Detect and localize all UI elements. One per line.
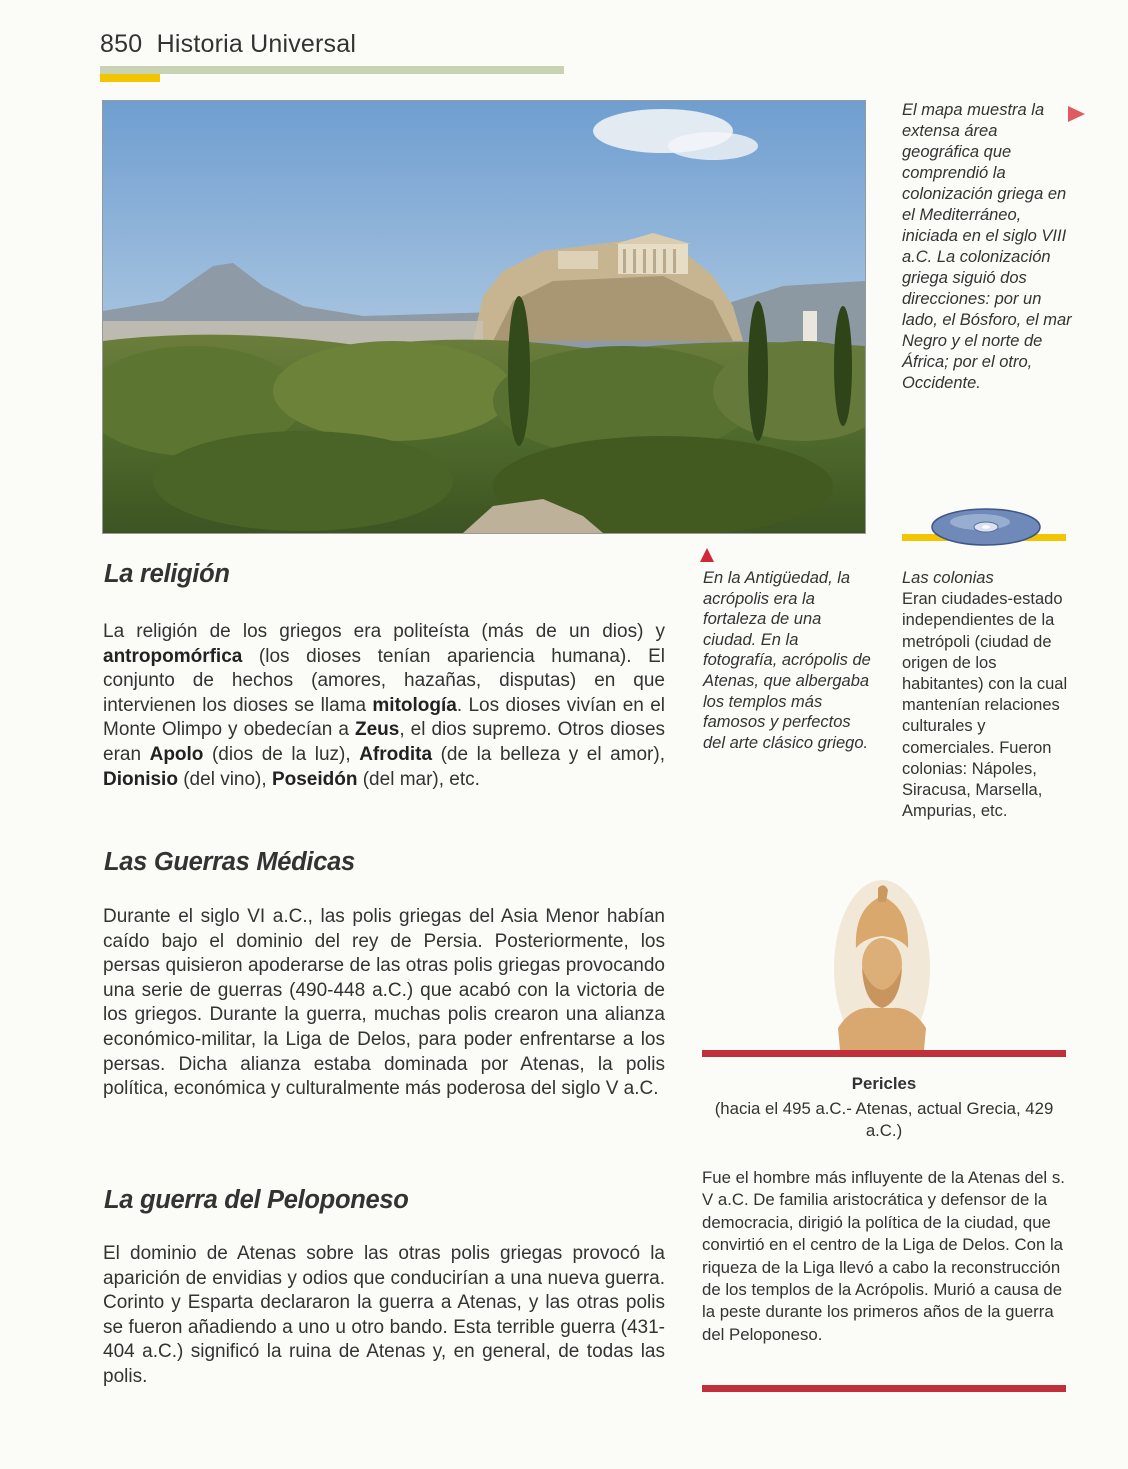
bold-term: antropomórfica <box>103 645 243 667</box>
paragraph-religion <box>103 620 665 792</box>
bold-term: Apolo <box>149 743 204 765</box>
colonias-title: Las colonias <box>902 569 994 587</box>
pericles-name: Pericles <box>851 1074 917 1093</box>
text-run: (de la belleza y el amor), <box>432 743 665 765</box>
bold-term: Afrodita <box>359 743 433 765</box>
heading-religion: La religión <box>104 560 230 588</box>
bold-term: Zeus <box>354 719 400 741</box>
arrow-right-icon <box>1068 106 1085 122</box>
paragraph-peloponeso: El dominio de Atenas sobre las otras polis griegas provocó la aparición de envidias y odios que conducirían a una nueva guerra. Corinto y Esparta declararon la guerra a Atenas, y las otras polis se fueron añadiendo a uno u otro bando. Esta terrible guerra (431-404 a.C.) significó la ruina de Atenas y, en general, de todas las polis. <box>103 1243 665 1387</box>
cd-rom-icon <box>930 507 1042 552</box>
text-run: (del mar), etc. <box>357 768 480 790</box>
heading-peloponeso: La guerra del Peloponeso <box>104 1186 409 1214</box>
text-run: (los dioses tenían apariencia humana). El conjunto de hechos (amores, hazañas, disputas) en que intervienen los dioses se llama <box>103 645 665 716</box>
pericles-top-rule <box>702 1050 1066 1057</box>
page-header <box>100 30 356 59</box>
paragraph-guerras-medicas: Durante el siglo VI a.C., las polis griegas del Asia Menor habían caído bajo el dominio del rey de Persia. Posteriormente, los persas quisieron apoderarse de las otras polis griegas provocando una serie de guerras (490-448 a.C.) que acabó con la victoria de los griegos. Durante la guerra, muchas polis crearon una alianza económico-militar, la Liga de Delos, para poder enfrentarse a los persas. Dicha alianza estaba dominada por Atenas, la polis política, económica y culturalmente más poderosa del siglo V a.C. <box>103 906 665 1100</box>
text-run: . Los dioses vivían en el Monte Olimpo y obedecían a <box>103 694 665 741</box>
colonias-text: Eran ciudades-estado independientes de la metrópoli (ciudad de origen de los habitantes) con la cual mantenían relaciones culturales y comerciales. Fueron colonias: Nápoles, Siracusa, Marsella, Ampurias, etc. <box>902 590 1068 821</box>
acropolis-caption: En la Antigüedad, la acrópolis era la fortaleza de una ciudad. En la fotografía, acrópolis de Atenas, que albergaba los templos más famosos y perfectos del arte clásico griego. <box>703 569 871 752</box>
text-run: (del vino), <box>177 768 272 790</box>
text-run: (dios de la luz), <box>203 743 360 765</box>
header-rule <box>100 66 564 74</box>
bold-term: Poseidón <box>271 768 358 790</box>
acropolis-photo <box>102 100 866 534</box>
bold-term: Dionisio <box>103 768 178 790</box>
pericles-bust-image <box>832 878 932 1063</box>
pericles-biography: Fue el hombre más influyente de la Atenas del s. V a.C. De familia aristocrática y defensor de la democracia, dirigió la política de la ciudad, que convirtió en el centro de la Liga de Delos. Con la riqueza de la Liga llevó a cabo la reconstrucción de los templos de la Acrópolis. Murió a causa de la peste durante los primeros años de la guerra del Peloponeso. <box>702 1168 1065 1344</box>
text-run: , el dios supremo. Otros dioses eran <box>103 719 666 765</box>
bold-term: mitología <box>372 694 457 716</box>
pericles-bottom-rule <box>702 1385 1066 1392</box>
pericles-dates: (hacia el 495 a.C.- Atenas, actual Grecia, 429 a.C.) <box>714 1099 1054 1140</box>
text-run: La religión de los griegos era politeísta (más de un dios) y <box>103 621 665 642</box>
colonias-sidebar <box>902 568 1072 822</box>
book-title: Historia Universal <box>156 30 357 58</box>
map-caption: El mapa muestra la extensa área geográfica que comprendió la colonización griega en el Mediterráneo, iniciada en el siglo VIII a.C. La colonización griega siguió dos direcciones: por un lado, el Bósforo, el mar Negro y el norte de África; por el otro, Occidente. <box>902 101 1072 392</box>
heading-guerras-medicas: Las Guerras Médicas <box>104 848 355 876</box>
arrow-up-icon <box>700 548 714 562</box>
page-number: 850 <box>100 30 143 58</box>
header-accent-tab <box>100 74 160 82</box>
acropolis-photo-illustration <box>103 101 865 533</box>
